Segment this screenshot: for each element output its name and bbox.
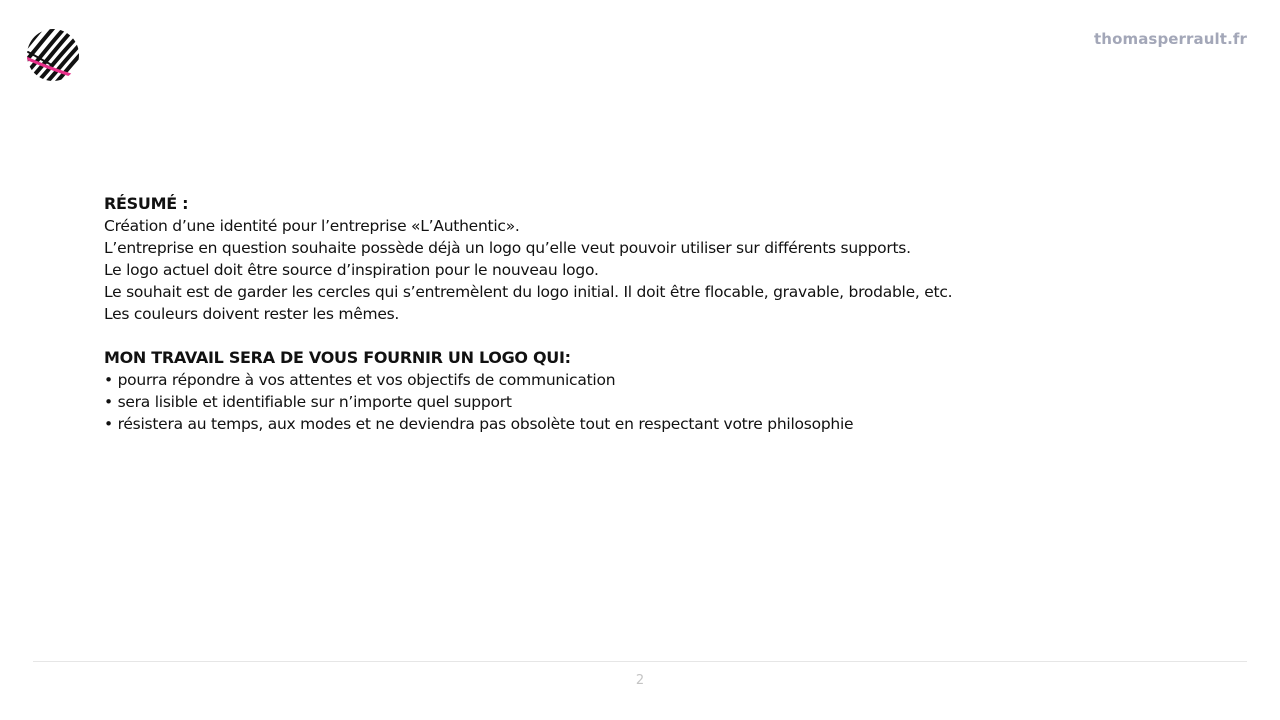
travail-bullet: • sera lisible et identifiable sur n’importe quel support — [104, 393, 512, 411]
section-spacer — [104, 325, 1104, 347]
striped-circle-logo-icon — [26, 28, 80, 82]
resume-line: Les couleurs doivent rester les mêmes. — [104, 305, 400, 323]
resume-line: Le souhait est de garder les cercles qui s’entremèlent du logo initial. Il doit être flocable, gravable, brodable, etc. — [104, 283, 953, 301]
site-url[interactable]: thomasperrault.fr — [1094, 30, 1247, 48]
resume-line: L’entreprise en question souhaite possède déjà un logo qu’elle veut pouvoir utiliser sur différents supports. — [104, 239, 911, 257]
travail-bullet: • résistera au temps, aux modes et ne deviendra pas obsolète tout en respectant votre philosophie — [104, 415, 854, 433]
resume-line: Création d’une identité pour l’entreprise «L’Authentic». — [104, 217, 520, 235]
resume-line: Le logo actuel doit être source d’inspiration pour le nouveau logo. — [104, 261, 599, 279]
footer-divider — [33, 661, 1247, 662]
travail-bullet: • pourra répondre à vos attentes et vos objectifs de communication — [104, 371, 616, 389]
travail-title: MON TRAVAIL SERA DE VOUS FOURNIR UN LOGO QUI: — [104, 348, 571, 367]
main-content — [104, 193, 1104, 435]
resume-title: RÉSUMÉ : — [104, 194, 189, 213]
page-number: 2 — [635, 673, 645, 688]
